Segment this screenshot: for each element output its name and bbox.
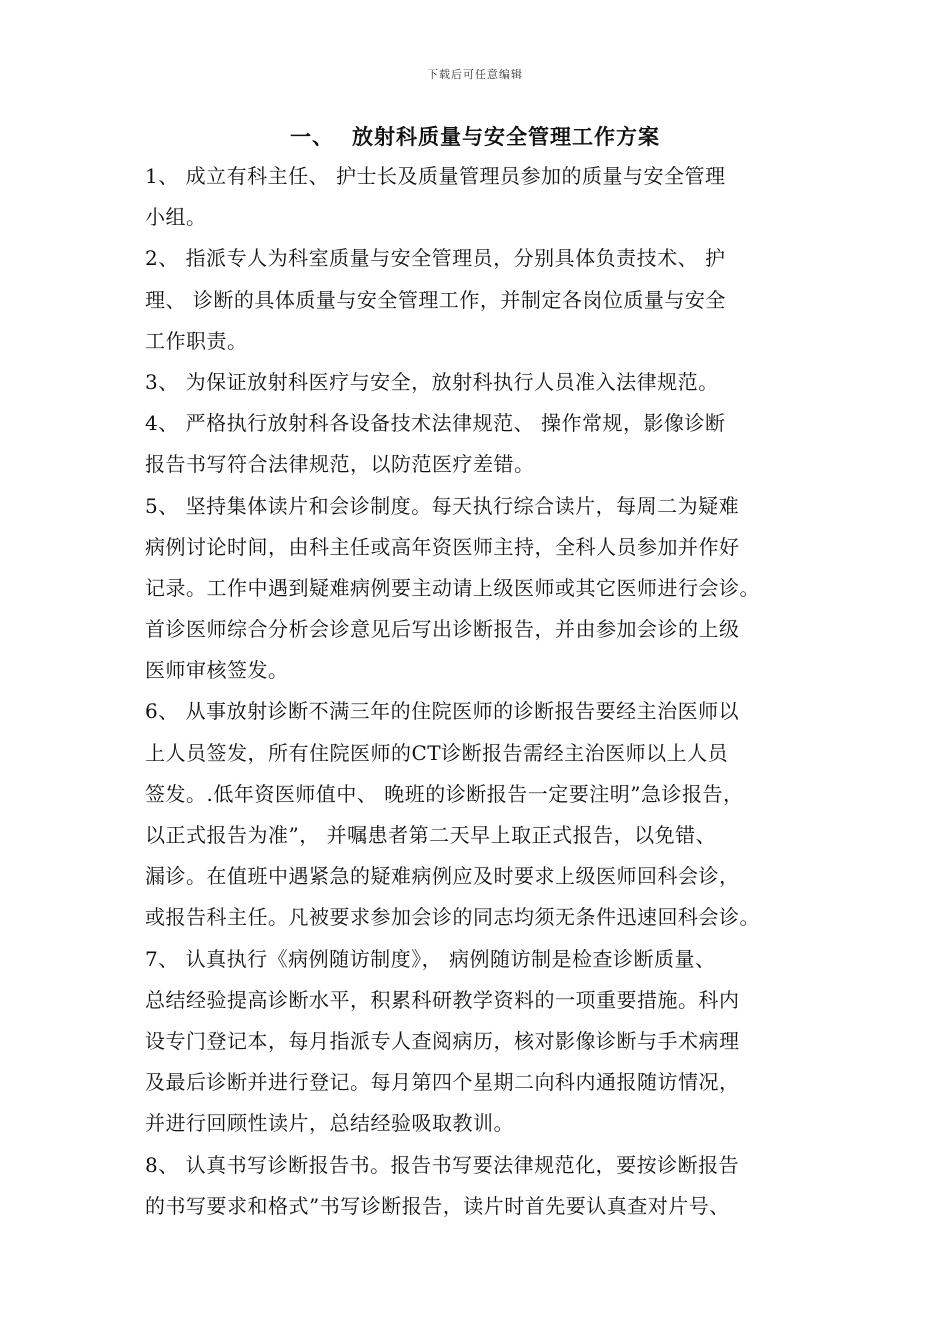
text-line: 上人员签发，所有住院医师的CT诊断报告需经主治医师以上人员 xyxy=(145,740,729,765)
text-line: 报告书写符合法律规范，以防范医疗差错。 xyxy=(145,452,535,477)
text-line: 首诊医师综合分析会诊意见后写出诊断报告，并由参加会诊的上级 xyxy=(145,617,740,642)
text-line: 6、 从事放射诊断不满三年的住院医师的诊断报告要经主治医师以 xyxy=(145,699,740,724)
text-line: 总结经验提高诊断水平，积累科研教学资料的一项重要措施。科内 xyxy=(145,987,740,1012)
text-line: 8、 认真书写诊断报告书。报告书写要法律规范化，要按诊断报告 xyxy=(145,1152,740,1177)
text-line: 4、 严格执行放射科各设备技术法律规范、 操作常规，影像诊断 xyxy=(145,411,726,436)
text-line: 或报告科主任。凡被要求参加会诊的同志均须无条件迅速回科会诊。 xyxy=(145,905,760,930)
title-text: 放射科质量与安全管理工作方案 xyxy=(352,124,660,149)
text-line: 理、 诊断的具体质量与安全管理工作，并制定各岗位质量与安全 xyxy=(145,287,726,312)
title-number: 一、 xyxy=(290,124,334,149)
text-line: 病例讨论时间，由科主任或高年资医师主持，全科人员参加并作好 xyxy=(145,534,740,559)
text-line: 3、 为保证放射科医疗与安全，放射科执行人员准入法律规范。 xyxy=(145,369,719,394)
text-line: 工作职责。 xyxy=(145,328,248,353)
text-line: 5、 坚持集体读片和会诊制度。每天执行综合读片，每周二为疑难 xyxy=(145,493,740,518)
text-line: 医师审核签发。 xyxy=(145,658,289,683)
text-line: 1、 成立有科主任、 护士长及质量管理员参加的质量与安全管理 xyxy=(145,164,726,188)
text-line: 漏诊。在值班中遇紧急的疑难病例应及时要求上级医师回科会诊， xyxy=(145,864,740,889)
text-line: 7、 认真执行《病例随访制度》， 病例随访制是检查诊断质量、 xyxy=(145,946,716,971)
text-line: 小组。 xyxy=(145,205,207,230)
text-line: 以正式报告为准”， 并嘱患者第二天早上取正式报告，以免错、 xyxy=(145,823,717,847)
text-line: 的书写要求和格式”书写诊断报告，读片时首先要认真查对片号、 xyxy=(145,1193,730,1218)
text-line: 2、 指派专人为科室质量与安全管理员，分别具体负责技术、 护 xyxy=(145,246,726,271)
text-line: 并进行回顾性读片，总结经验吸取教训。 xyxy=(145,1111,514,1136)
text-line: 及最后诊断并进行登记。每月第四个星期二向科内通报随访情况， xyxy=(145,1070,740,1095)
text-line: 签发。.低年资医师值中、 晚班的诊断报告一定要注明”急诊报告， xyxy=(145,781,744,806)
header-note: 下载后可任意编辑 xyxy=(427,68,523,81)
document-body xyxy=(145,156,835,1227)
text-line: 设专门登记本，每月指派专人查阅病历，核对影像诊断与手术病理 xyxy=(145,1028,740,1053)
text-line: 记录。工作中遇到疑难病例要主动请上级医师或其它医师进行会诊。 xyxy=(145,575,760,600)
document-title xyxy=(0,121,950,151)
